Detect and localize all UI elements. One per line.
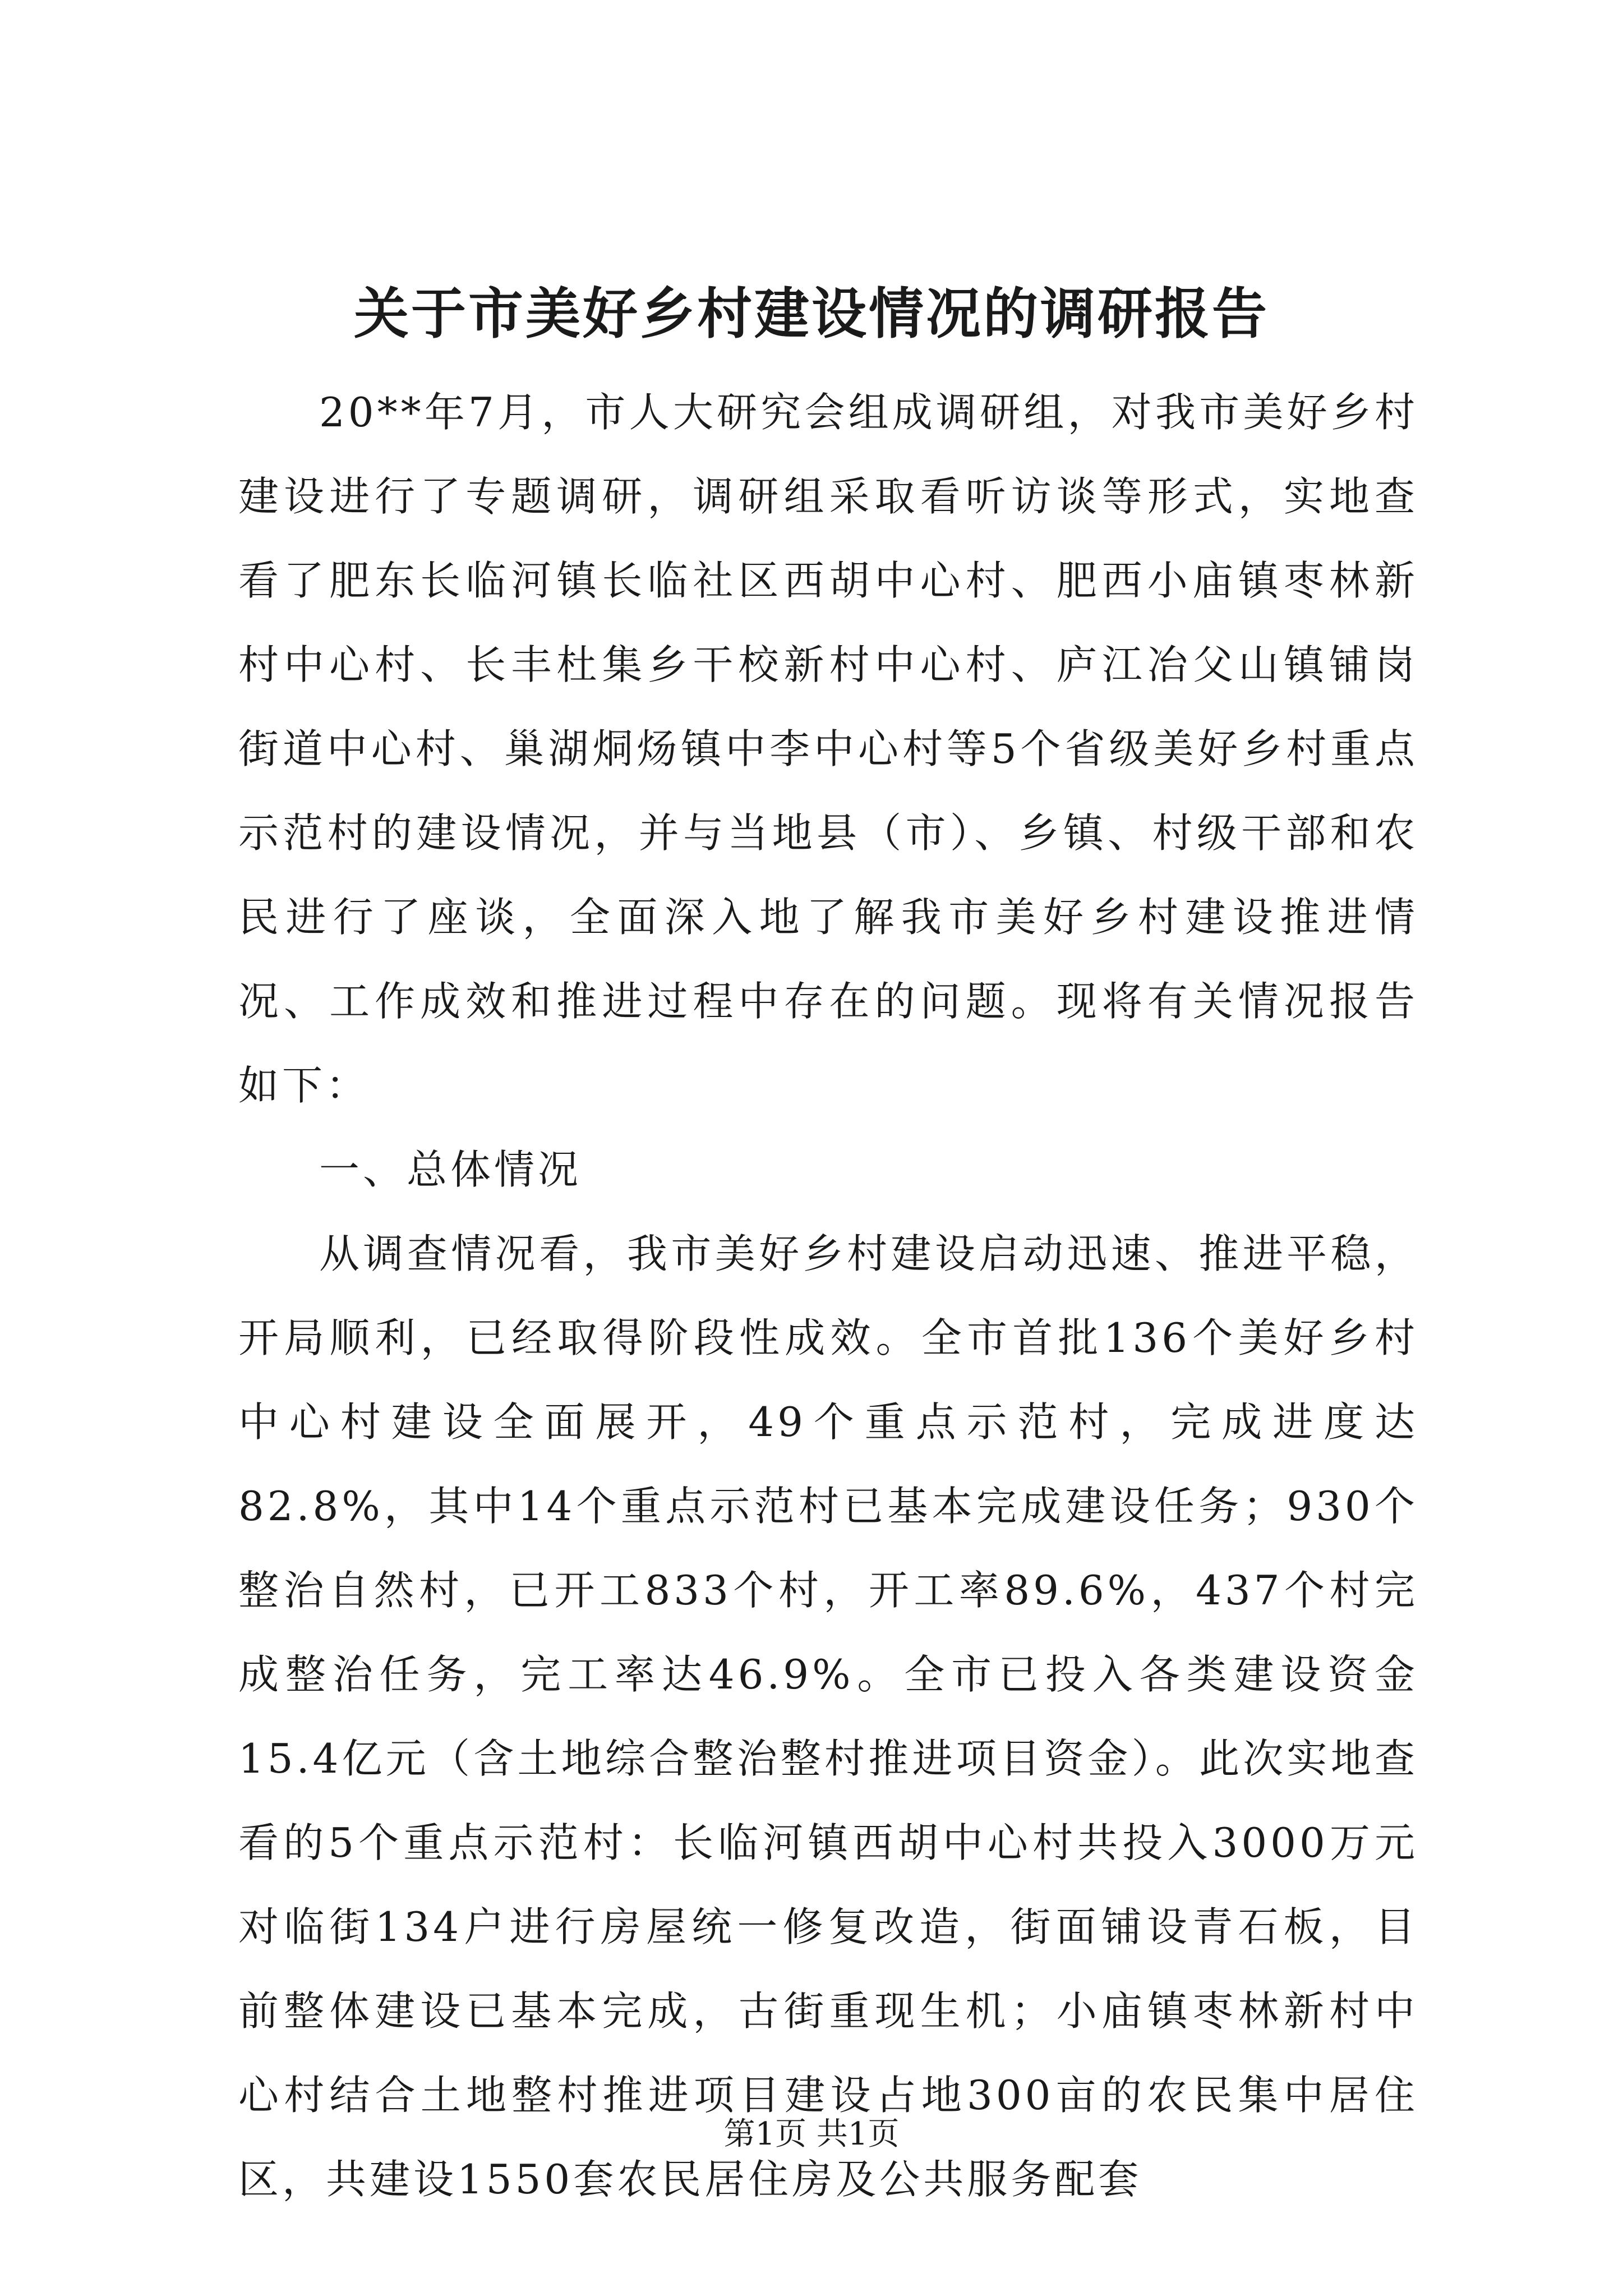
page-footer: 第1页 共1页: [723, 2116, 900, 2152]
intro-paragraph: 20**年7月，市人大研究会组成调研组，对我市美好乡村建设进行了专题调研，调研组采取看听访谈等形式，实地查看了肥东长临河镇长临社区西胡中心村、肥西小庙镇枣林新村中心村、长丰杜集乡干校新村中心村、庐江冶父山镇铺岗街道中心村、巢湖烔炀镇中李中心村等5个省级美好乡村重点示范村的建设情况，并与当地县（市）、乡镇、村级干部和农民进行了座谈，全面深入地了解我市美好乡村建设推进情况、工作成效和推进过程中存在的问题。现将有关情况报告如下：: [238, 389, 1418, 1109]
overview-paragraph: 从调查情况看，我市美好乡村建设启动迅速、推进平稳，开局顺利，已经取得阶段性成效。全市首批136个美好乡村中心村建设全面展开，49个重点示范村，完成进度达82.8%，其中14个重点示范村已基本完成建设任务；930个整治自然村，已开工833个村，开工率89.6%，437个村完成整治任务，完工率达46.9%。全市已投入各类建设资金15.4亿元（含土地综合整治整村推进项目资金）。此次实地查看的5个重点示范村：长临河镇西胡中心村共投入3000万元对临街134户进行房屋统一修复改造，街面铺设青石板，目前整体建设已基本完成，古街重现生机；小庙镇枣林新村中心村结合土地整村推进项目建设占地300亩的农民集中居住区，共建设1550套农民居住房及公共服务配套: [238, 1230, 1418, 2203]
document-title: 关于市美好乡村建设情况的调研报告: [353, 282, 1269, 346]
section-heading: 一、总体情况: [319, 1146, 582, 1193]
document-body: [238, 370, 1418, 2221]
